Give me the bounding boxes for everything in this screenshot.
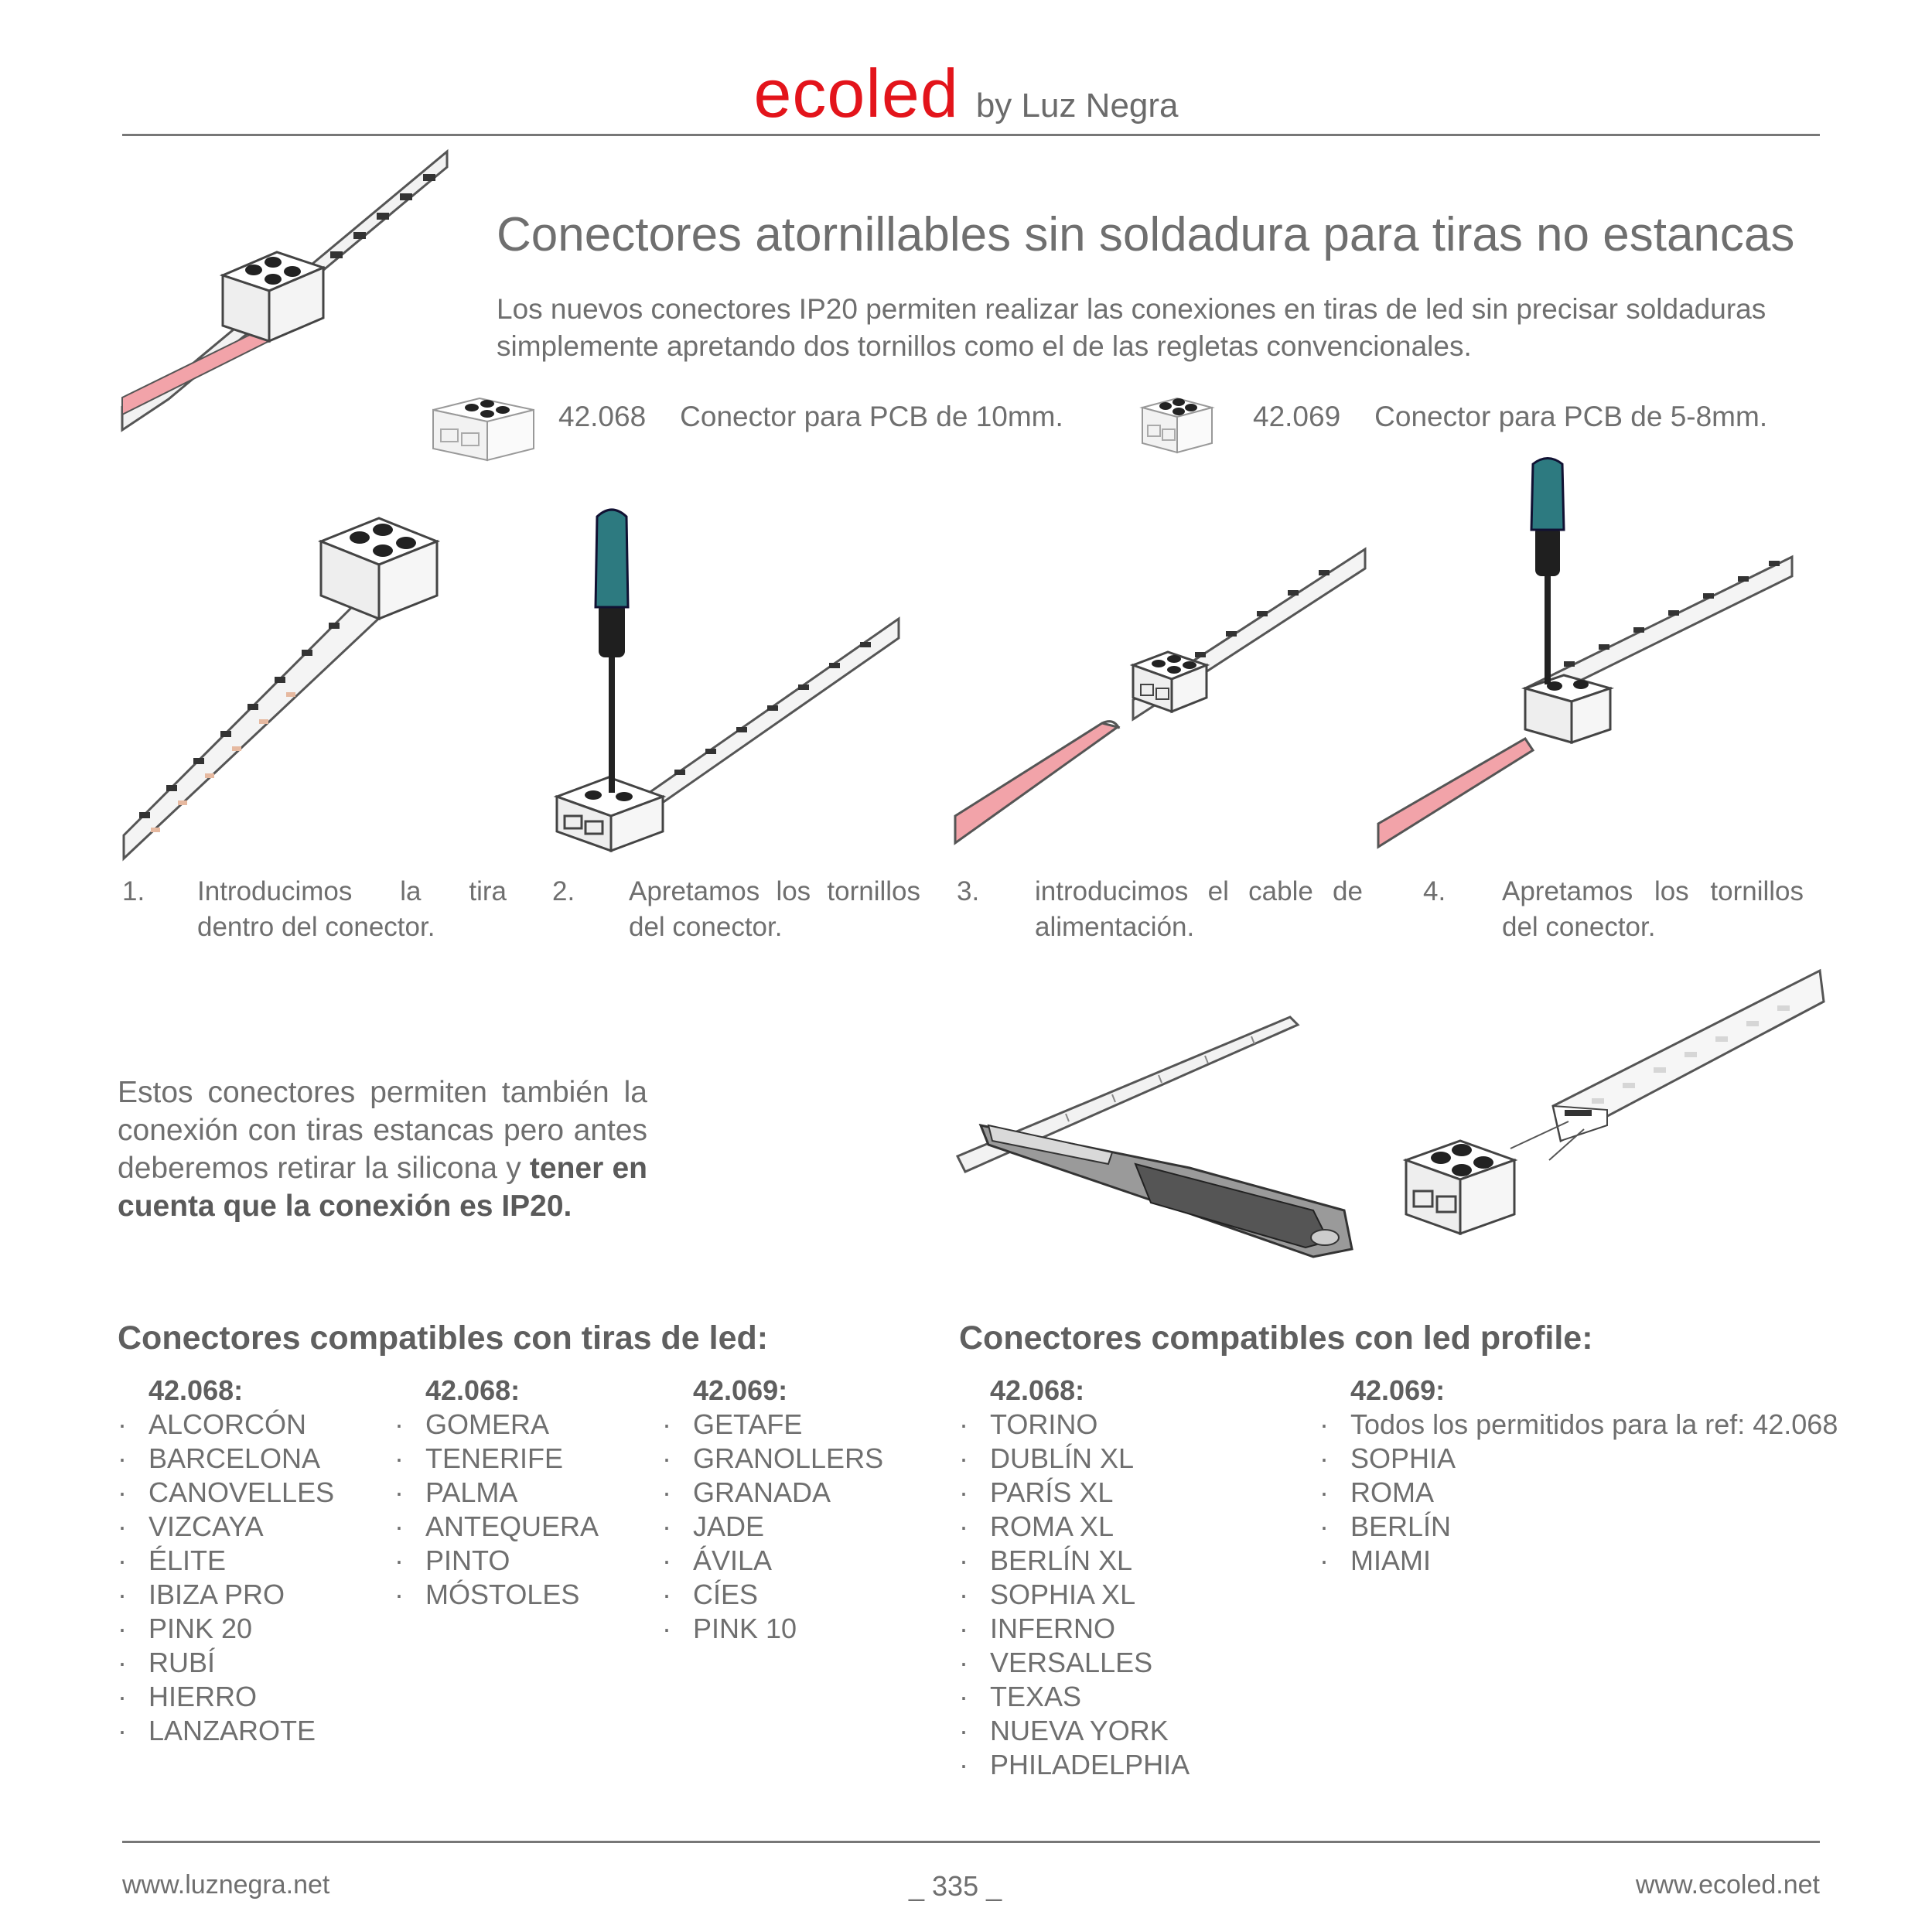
list-item: · Todos los permitidos para la ref: 42.068 xyxy=(1319,1408,1838,1442)
footer-link-ecoled[interactable]: www.ecoled.net xyxy=(1635,1870,1820,1900)
column-heading: 42.068: xyxy=(990,1374,1085,1406)
list-item: · CÍES xyxy=(662,1578,883,1612)
product-description: Conector para PCB de 5-8mm. xyxy=(1374,401,1768,432)
header-divider xyxy=(122,134,1820,136)
list-item: · BERLÍN xyxy=(1319,1510,1838,1544)
list-item: · BERLÍN XL xyxy=(959,1544,1190,1578)
list-item: · SOPHIA xyxy=(1319,1442,1838,1476)
list-item: · GRANOLLERS xyxy=(662,1442,883,1476)
strips-column-2 xyxy=(394,1374,599,1612)
step-1-illustration xyxy=(124,510,449,858)
brand-logo-text: ecoled xyxy=(753,55,959,131)
list-item: · ÉLITE xyxy=(118,1544,334,1578)
list-item: · GOMERA xyxy=(394,1408,599,1442)
step-number: 4. xyxy=(1423,876,1446,906)
list-item: · JADE xyxy=(662,1510,883,1544)
product-code: 42.069 xyxy=(1253,401,1341,432)
list-item: · TORINO xyxy=(959,1408,1190,1442)
list-item: · LANZAROTE xyxy=(118,1714,334,1748)
column-heading: 42.068: xyxy=(148,1374,244,1406)
list-item: · IBIZA PRO xyxy=(118,1578,334,1612)
list-item: · ROMA XL xyxy=(959,1510,1190,1544)
list-item: · PINK 10 xyxy=(662,1612,883,1646)
column-heading: 42.069: xyxy=(693,1374,788,1406)
list-item: · CANOVELLES xyxy=(118,1476,334,1510)
list-item: · RUBÍ xyxy=(118,1646,334,1680)
list-item: · ANTEQUERA xyxy=(394,1510,599,1544)
strips-column-1 xyxy=(118,1374,334,1748)
connector-42068-icon xyxy=(429,391,538,464)
page-title: Conectores atornillables sin soldadura para tiras no estancas xyxy=(497,208,1795,261)
page-number: _ 335 _ xyxy=(909,1870,1002,1902)
intro-paragraph: Los nuevos conectores IP20 permiten realizar las conexiones en tiras de led sin precisar soldaduras simplemente apretando dos tornillos como el de las regletas convencionales. xyxy=(497,293,1766,362)
section-title-profile: Conectores compatibles con led profile: xyxy=(959,1319,1593,1357)
list-item: · NUEVA YORK xyxy=(959,1714,1190,1748)
brand-by-text: by Luz Negra xyxy=(975,87,1179,125)
list-item: · DUBLÍN XL xyxy=(959,1442,1190,1476)
list-item: · TENERIFE xyxy=(394,1442,599,1476)
step-text: Introducimos la tira dentro del conector. xyxy=(197,876,507,942)
step-2-illustration xyxy=(551,503,906,858)
product-description: Conector para PCB de 10mm. xyxy=(680,401,1063,432)
list-item: · MÓSTOLES xyxy=(394,1578,599,1612)
list-item: · PALMA xyxy=(394,1476,599,1510)
list-item: · BARCELONA xyxy=(118,1442,334,1476)
hero-connector-illustration xyxy=(122,152,455,453)
step-text: Apretamos los tornillos del conector. xyxy=(629,876,920,942)
list-item: · GETAFE xyxy=(662,1408,883,1442)
list-item: · PINTO xyxy=(394,1544,599,1578)
step-text: introducimos el cable de alimentación. xyxy=(1035,876,1363,942)
list-item: · PHILADELPHIA xyxy=(959,1748,1190,1782)
list-item: · TEXAS xyxy=(959,1680,1190,1714)
column-heading: 42.069: xyxy=(1350,1374,1446,1406)
step-text: Apretamos los tornillos del conector. xyxy=(1502,876,1804,942)
brand-header xyxy=(0,54,1932,133)
list-item: · ROMA xyxy=(1319,1476,1838,1510)
section-title-strips: Conectores compatibles con tiras de led: xyxy=(118,1319,769,1357)
list-item: · PINK 20 xyxy=(118,1612,334,1646)
product-42069 xyxy=(1253,401,1767,433)
cutting-illustration xyxy=(957,971,1824,1265)
connector-42069-icon xyxy=(1138,391,1216,456)
list-item: · VERSALLES xyxy=(959,1646,1190,1680)
list-item: · PARÍS XL xyxy=(959,1476,1190,1510)
list-item: · SOPHIA XL xyxy=(959,1578,1190,1612)
list-item: · GRANADA xyxy=(662,1476,883,1510)
strips-column-3 xyxy=(662,1374,883,1646)
list-item: · HIERRO xyxy=(118,1680,334,1714)
step-number: 3. xyxy=(957,876,980,906)
footer-divider xyxy=(122,1841,1820,1843)
product-42068 xyxy=(558,401,1063,433)
profile-column-2 xyxy=(1319,1374,1838,1578)
step-number: 1. xyxy=(122,876,145,906)
note-bold-text: tener en cuenta que la conexión es IP20. xyxy=(118,1152,647,1223)
profile-column-1 xyxy=(959,1374,1190,1782)
product-code: 42.068 xyxy=(558,401,647,432)
step-number: 2. xyxy=(552,876,575,906)
step-3-illustration xyxy=(955,549,1365,858)
list-item: · ALCORCÓN xyxy=(118,1408,334,1442)
note-text: Estos conectores permiten también la conexión con tiras estancas pero antes deberemos retirar la silicona y xyxy=(118,1076,647,1185)
list-item: · INFERNO xyxy=(959,1612,1190,1646)
footer-link-luznegra[interactable]: www.luznegra.net xyxy=(122,1870,330,1900)
step-4-illustration xyxy=(1378,452,1796,862)
waterproof-note xyxy=(118,1074,647,1225)
column-heading: 42.068: xyxy=(425,1374,521,1406)
list-item: · MIAMI xyxy=(1319,1544,1838,1578)
list-item: · ÁVILA xyxy=(662,1544,883,1578)
list-item: · VIZCAYA xyxy=(118,1510,334,1544)
